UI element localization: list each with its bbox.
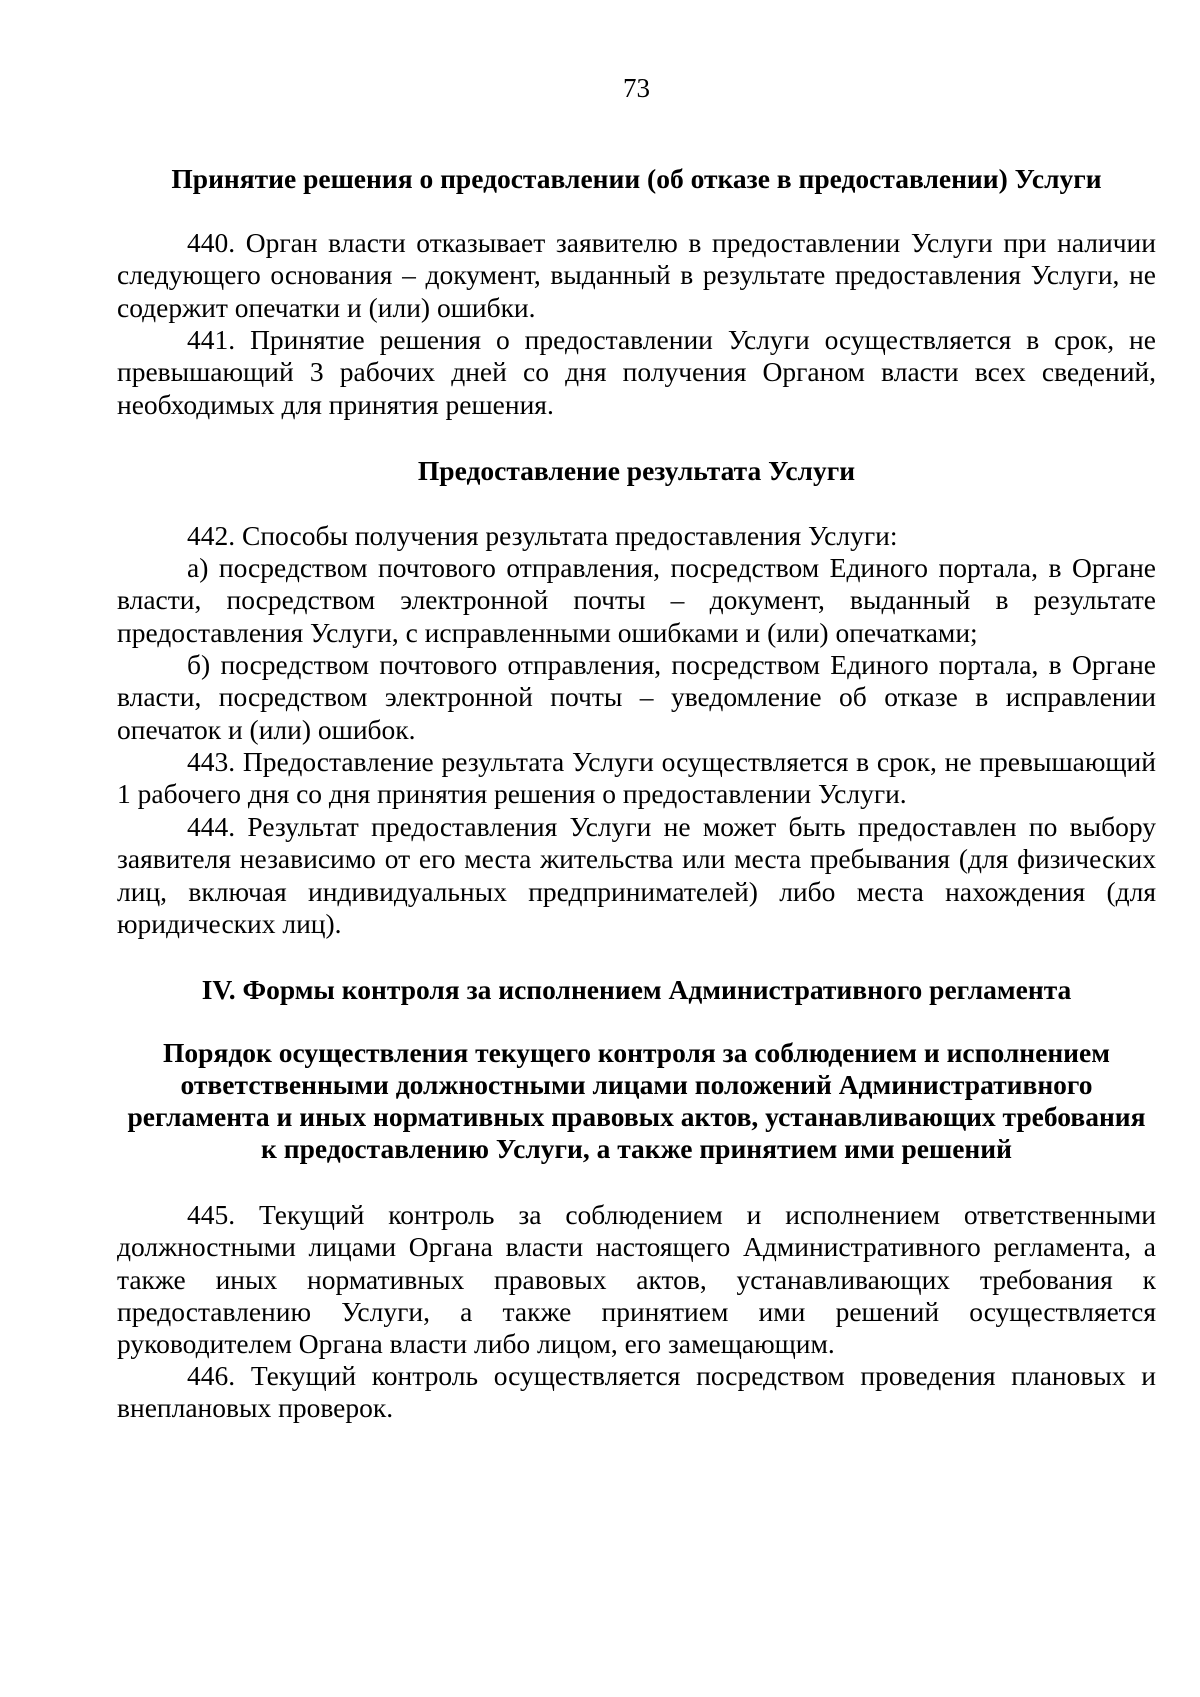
paragraph-442-a: а) посредством почтового отправления, посредством Единого портала, в Органе власти, посредством электронной почты – документ, выданный в результате предоставления Услуги, с исправленными ошибками и (или) опечатками; xyxy=(117,552,1156,648)
paragraph-445: 445. Текущий контроль за соблюдением и исполнением ответственными должностными лицами Органа власти настоящего Административного регламента, а также иных нормативных правовых актов, устанавливающих требования к предоставлению Услуги, а также принятием ими решений осуществляется руководителем Органа власти либо лицом, его замещающим. xyxy=(117,1199,1156,1360)
page-number: 73 xyxy=(623,73,650,103)
paragraph-443: 443. Предоставление результата Услуги осуществляется в срок, не превышающий 1 рабочего дня со дня принятия решения о предоставлении Услуги. xyxy=(117,746,1156,810)
heading-current-control: Порядок осуществления текущего контроля за соблюдением и исполнением ответственными должностными лицами положений Административного регламента и иных нормативных правовых актов, устанавливающих требования к предоставлению Услуги, а также принятием ими решений xyxy=(127,1037,1146,1164)
paragraph-441: 441. Принятие решения о предоставлении Услуги осуществляется в срок, не превышающий 3 рабочих дней со дня получения Органом власти всех сведений, необходимых для принятия решения. xyxy=(117,324,1156,420)
paragraph-446: 446. Текущий контроль осуществляется посредством проведения плановых и внеплановых проверок. xyxy=(117,1360,1156,1424)
paragraph-444: 444. Результат предоставления Услуги не может быть предоставлен по выбору заявителя независимо от его места жительства или места пребывания (для физических лиц, включая индивидуальных предпринимателей) либо места нахождения (для юридических лиц). xyxy=(117,811,1156,939)
paragraph-442-b: б) посредством почтового отправления, посредством Единого портала, в Органе власти, посредством электронной почты – уведомление об отказе в исправлении опечаток и (или) ошибок. xyxy=(117,649,1156,745)
heading-result: Предоставление результата Услуги xyxy=(417,455,856,486)
heading-decision: Принятие решения о предоставлении (об отказе в предоставлении) Услуги xyxy=(171,163,1102,194)
paragraph-440: 440. Орган власти отказывает заявителю в предоставлении Услуги при наличии следующего основания – документ, выданный в результате предоставления Услуги, не содержит опечатки и (или) ошибки. xyxy=(117,227,1156,323)
paragraph-442: 442. Способы получения результата предоставления Услуги: xyxy=(187,520,898,551)
heading-section-iv: IV. Формы контроля за исполнением Административного регламента xyxy=(201,974,1072,1005)
